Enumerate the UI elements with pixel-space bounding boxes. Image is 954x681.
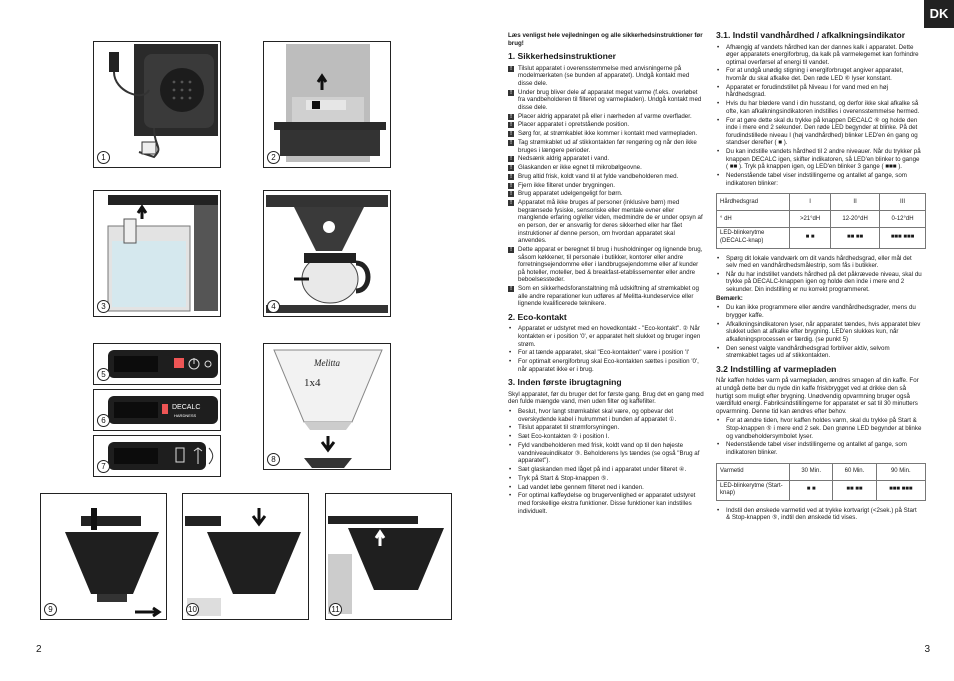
figure-7 xyxy=(93,435,221,477)
list-item: ! Brug altid frisk, koldt vand til at fylde vandbeholderen med. xyxy=(508,173,704,181)
list-item: • For at tænde apparatet, skal "Eco-kontakten" være i position 'I' xyxy=(508,349,704,357)
text-column-2 xyxy=(716,26,922,523)
figure-4 xyxy=(263,190,391,317)
figure-8 xyxy=(263,343,391,470)
list-item: ! Tag strømkablet ud af stikkontakten før rengøring og når den ikke bruges i længere perioder. xyxy=(508,139,704,154)
glass-jug-illustration xyxy=(264,191,390,316)
figure-5 xyxy=(93,343,221,385)
list-item: • Nedenstående tabel viser indstillingerne og antallet af gange, som indikatoren blinker. xyxy=(716,441,922,456)
section-3-title: 3. Inden første ibrugtagning xyxy=(508,377,622,388)
list-item: • For at ændre tiden, hvor kaffen holdes varm, skal du trykke på Start & Stop-knappen ⑤ i mere end 2 sek. Den grønne LED begynder at blinke og vandbeholdersymbolet lyser. xyxy=(716,417,922,440)
intro-text: Læs venligst hele vejledningen og alle sikkerhedsinstruktioner før brug! xyxy=(508,32,703,47)
decalc-label: DECALC xyxy=(172,404,201,411)
figure-number: 8 xyxy=(267,453,280,466)
list-item: • For at undgå unødig stigning i energiforbruget angiver apparatet, hvornår du skal afkalke det. Den røde LED ⑥ lyser konstant. xyxy=(716,67,922,82)
table-row: Varmetid 30 Min. 60 Min. 90 Min. xyxy=(717,463,926,480)
section-3-1-title: 3.1. Indstil vandhårdhed / afkalkningsindikator xyxy=(716,30,906,40)
hotplate-list xyxy=(716,417,922,456)
decalc-panel-illustration xyxy=(94,390,220,430)
list-item: • Apparatet er forudindstillet på Niveau I for vand med en høj hårdhedsgrad. xyxy=(716,84,922,99)
figure-number: 6 xyxy=(97,414,110,427)
figure-10 xyxy=(182,493,309,620)
list-item: • Afkalkningsindikatoren lyser, når apparatet tændes, hvis apparatet blev slukket uden at afkalke efter brygning. LED'en slukkes kun, når afkalkningsprocessen er færdig. (se punkt 5) xyxy=(716,321,922,344)
list-item: • Tryk på Start & Stop-knappen ⑤. xyxy=(508,475,704,483)
figure-9 xyxy=(40,493,167,620)
button-press-illustration xyxy=(94,436,220,476)
list-item: ! Tilslut apparatet i overensstemmelse med anvisningerne på modelmærkaten (se bunden af apparatet). Undgå kontakt med disse dele. xyxy=(508,65,704,88)
list-item: • Sæt Eco-kontakten ② i position I. xyxy=(508,433,704,441)
figure-number: 11 xyxy=(329,603,342,616)
figure-number: 5 xyxy=(97,368,110,381)
hardness-table xyxy=(716,193,926,248)
eco-switch-illustration xyxy=(264,42,390,167)
list-item: ! Under brug bliver dele af apparatet meget varme (f.eks. overløbet fra vandbeholderen til filteret og varmepladen). Undgå kontakt med disse dele. xyxy=(508,89,704,112)
note-list xyxy=(716,304,922,360)
figure-2 xyxy=(263,41,391,168)
table-row: Hårdhedsgrad I II III xyxy=(717,194,926,211)
filter-holder-removal-illustration xyxy=(41,494,166,619)
figure-number: 7 xyxy=(97,460,110,473)
list-item: • Afhængig af vandets hårdhed kan der dannes kalk i apparatet. Dette øger apparatets energiforbrug, da kalk på varmelegemet kan forhindre optimal overførsel af energi til vandet. xyxy=(716,44,922,67)
figure-1 xyxy=(93,41,221,168)
water-tank-illustration xyxy=(94,191,220,316)
list-item: ! Glaskanden er ikke egnet til mikrobølgeovne. xyxy=(508,164,704,172)
section-3-paragraph: Skyl apparatet, før du bruger det for første gang. Brug det en gang med den fulde mængde vand, men uden filter og kaffefilter. xyxy=(508,390,704,406)
list-item: • Når du har indstillet vandets hårdhed på det påkrævede niveau, skal du trykke på DECALC-knappen igen og holde den inde i mere end 2 sekunder. Din indstilling er nu korrekt programmeret. xyxy=(716,271,922,294)
list-item: • For optimal kaffeydelse og brugervenlighed er apparatet udstyret med forskellige ekstra funktioner. Disse funktioner kan indstilles individuelt. xyxy=(508,492,704,515)
first-use-list xyxy=(508,408,704,515)
section-3-2-title: 3.2 Indstilling af varmepladen xyxy=(716,363,837,374)
figure-number: 4 xyxy=(267,300,280,313)
filter-lid-illustration xyxy=(183,494,308,619)
hotplate-table xyxy=(716,463,926,501)
text-column-1 xyxy=(508,32,704,516)
figure-number: 10 xyxy=(186,603,199,616)
figure-11 xyxy=(325,493,452,620)
figure-number: 1 xyxy=(97,151,110,164)
list-item: • Lad vandet løbe gennem filteret ned i kanden. xyxy=(508,484,704,492)
list-item: • Tilslut apparatet til strømforsyningen. xyxy=(508,424,704,432)
list-item: ! Dette apparat er beregnet til brug i husholdninger og lignende brug, såsom køkkener, til personale i butikker, kontorer eller andre forretningsejendomme eller i landbrugsejendomme eller af kunder på hoteller, moteller, bed & breakfast-etablissementer eller andre beboelsessteder. xyxy=(508,246,704,284)
section-2-title: 2. Eco-kontakt xyxy=(508,311,567,322)
hotplate-list-2 xyxy=(716,507,922,522)
filter-insert-illustration xyxy=(326,494,451,619)
list-item: • Den senest valgte vandhårdhedsgrad forbliver aktiv, selvom strømkablet tages ud af stikkontakten. xyxy=(716,345,922,360)
start-stop-panel-illustration xyxy=(94,344,220,384)
table-row: LED-blinkerytme (Start-knap) ■ ■ ■■ ■■ ■■■ ■■■ xyxy=(717,480,926,500)
list-item: ! Placer aldrig apparatet på eller i nærheden af varme overflader. xyxy=(508,113,704,121)
filter-size: 1x4 xyxy=(304,377,321,389)
paper-filter-illustration xyxy=(264,344,390,469)
hardness-label: HARDNESS xyxy=(174,413,197,418)
page-number-left: 2 xyxy=(36,644,42,655)
list-item: • Hvis du har blødere vand i din husstand, og derfor ikke skal afkalke så ofte, kan afkalkningsindikatoren indstilles i overensstemmelse hermed. xyxy=(716,100,922,115)
filter-brand: Melitta xyxy=(314,358,340,368)
language-tab: DK xyxy=(924,0,954,28)
list-item: • For optimalt energiforbrug skal Eco-kontakten sættes i position '0', når apparatet ikke er i brug. xyxy=(508,358,704,373)
list-item: ! Fjern ikke filteret under brygningen. xyxy=(508,182,704,190)
hardness-list-2 xyxy=(716,255,922,294)
eco-list xyxy=(508,325,704,373)
list-item: • Du kan ikke programmere eller ændre vandhårdhedsgrader, mens du brygger kaffe. xyxy=(716,304,922,319)
list-item: ! Placer apparatet i opretstående position. xyxy=(508,121,704,129)
list-item: ! Nedsænk aldrig apparatet i vand. xyxy=(508,155,704,163)
list-item: ! Brug apparatet udelgengeligt for børn. xyxy=(508,190,704,198)
list-item: ! Som en sikkerhedsforanstaltning må udskiftning af strømkablet og alle andre reparationer kun udføres af Melitta-kundeservice eller lignende kvalificerede teknikere. xyxy=(508,285,704,308)
figure-number: 2 xyxy=(267,151,280,164)
list-item: • Nedenstående tabel viser indstillingerne og antallet af gange, som indikatoren blinker: xyxy=(716,172,922,187)
list-item: • Indstil den ønskede varmetid ved at trykke kortvarigt (<2sek.) på Start & Stop-knappen ⑤, indtil den ønskede tid vises. xyxy=(716,507,922,522)
list-item: • Du kan indstille vandets hårdhed til 2 andre niveauer. Når du trykker på knappen DECALC igen, skifter indikatoren, så LED'en blinker to gange ( ■■ ). Tryk på knappen igen, og LED'en blinker 3 gange ( ■■■ ). xyxy=(716,148,922,171)
safety-list xyxy=(508,65,704,308)
list-item: • Beslut, hvor langt strømkablet skal være, og opbevar det overskydende kabel i hulrummet i bunden af apparatet ①. xyxy=(508,408,704,423)
table-row: ° dH >21°dH 12-20°dH 0-12°dH xyxy=(717,211,926,228)
table-row: LED-blinkerytme (DECALC-knap) ■ ■ ■■ ■■ ■■■ ■■■ xyxy=(717,228,926,248)
cable-storage-illustration xyxy=(94,42,220,167)
figure-number: 3 xyxy=(97,300,110,313)
list-item: • Sæt glaskanden med låget på ind i apparatet under filteret ④. xyxy=(508,466,704,474)
list-item: • Spørg dit lokale vandværk om dit vands hårdhedsgrad, eller mål det selv med en vandhårdhedsmålestrip, som fås i butikker. xyxy=(716,255,922,270)
list-item: ! Sørg for, at strømkablet ikke kommer i kontakt med varmepladen. xyxy=(508,130,704,138)
hardness-list xyxy=(716,44,922,188)
list-item: • Apparatet er udstyret med en hovedkontakt - "Eco-kontakt". ② Når kontakten er i position '0', er apparatet helt slukket og bruger ingen strøm. xyxy=(508,325,704,348)
figure-3 xyxy=(93,190,221,317)
figure-6 xyxy=(93,389,221,431)
section-1-title: 1. Sikkerhedsinstruktioner xyxy=(508,51,616,62)
figure-number: 9 xyxy=(44,603,57,616)
page-number-right: 3 xyxy=(924,644,930,655)
section-3-2-paragraph: Når kaffen holdes varm på varmepladen, ændres smagen af din kaffe. For at undgå dette bør du nyde din kaffe friskbrygget ved at drikke den så hurtigt som muligt efter brygning. Unødvendig opvarmning bruger også værdifuld energi. Fabriksindstillingerne for apparatet er sat til 30 minutters opvarmning. Denne tid kan ændres efter behov. xyxy=(716,377,919,415)
list-item: • For at gøre dette skal du trykke på knappen DECALC ⑥ og holde den inde i mere end 2 sekunder. Den røde LED begynder at blinke. På det forudindstillede niveau I (høj vandhårdhed) blinker LED'en én gang og standser derefter ( ■ ). xyxy=(716,117,922,147)
list-item: ! Apparatet må ikke bruges af personer (inklusive børn) med begrænsede fysiske, sensoriske eller mentale evner eller manglende erfaring og/eller viden, medmindre de er under opsyn af en person, der er ansvarlig for deres sikkerhed eller har fået instruktioner af denne person, om hvordan apparatet skal anvendes. xyxy=(508,199,704,245)
list-item: • Fyld vandbeholderen med frisk, koldt vand op til den højeste vandniveauindikator ③. Beholderens lys tændes (se også "Brug af apparatet"). xyxy=(508,442,704,465)
note-title: Bemærk: xyxy=(716,294,743,302)
